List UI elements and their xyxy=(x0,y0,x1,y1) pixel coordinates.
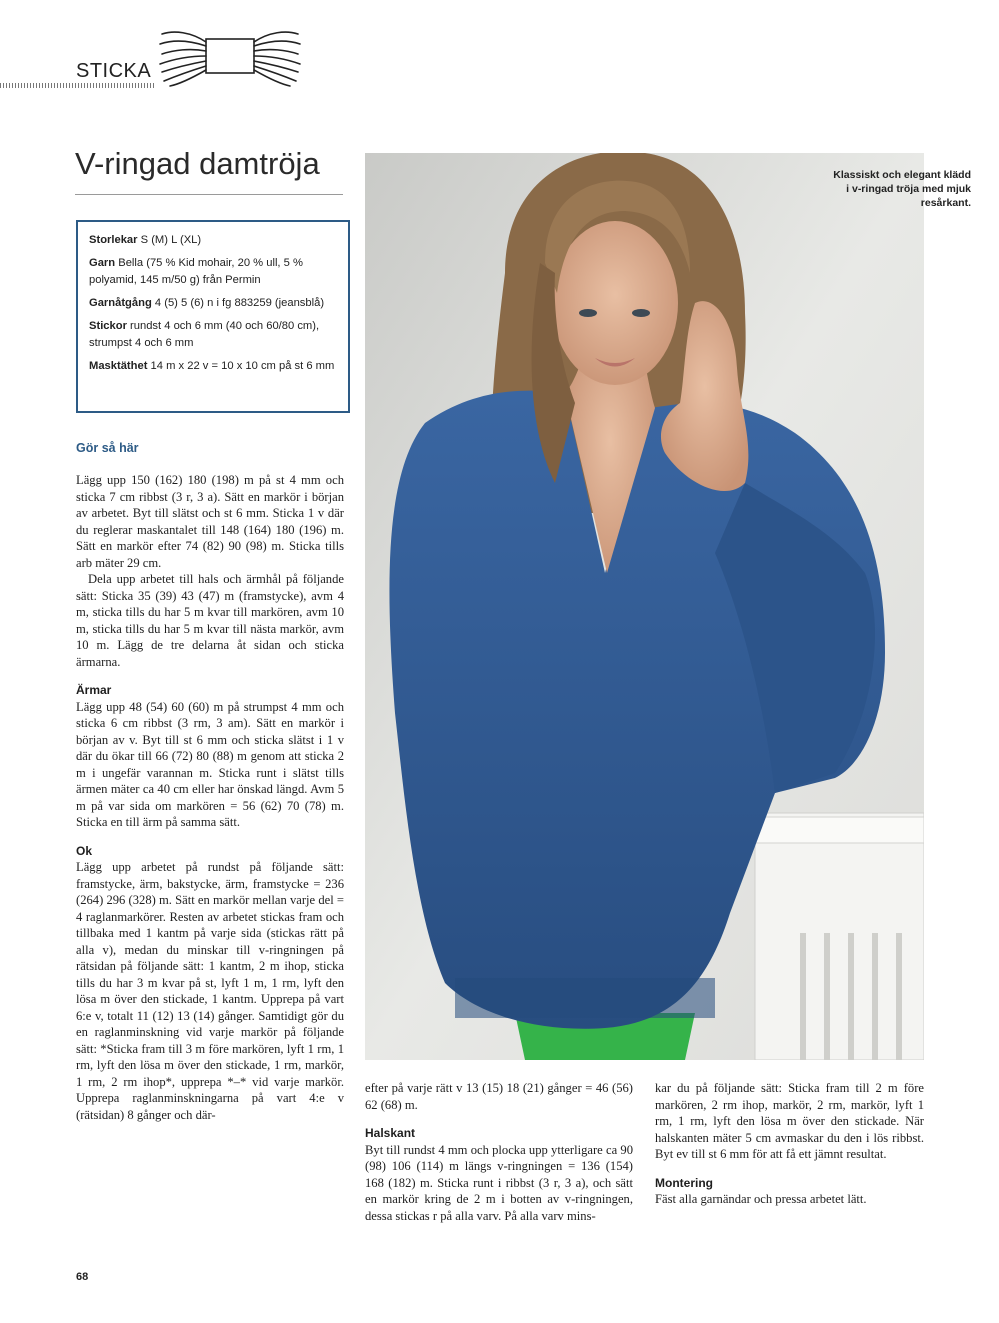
header-rule xyxy=(0,83,154,88)
page-title: V-ringad damtröja xyxy=(75,146,320,181)
spec-amount-value: 4 (5) 5 (6) n i fg 883259 (jeansblå) xyxy=(151,297,325,309)
spec-yarn-value: Bella (75 % Kid mohair, 20 % ull, 5 % polyamid, 145 m/50 g) från Permin xyxy=(89,257,303,286)
neck-heading: Halskant xyxy=(365,1126,416,1140)
title-rule xyxy=(75,194,343,195)
model-photo xyxy=(365,153,924,1060)
spec-size-value: S (M) L (XL) xyxy=(137,234,202,246)
yoke-paragraph: Lägg upp arbetet på rundst på följande sätt: framstycke, ärm, bakstycke, ärm, framstycke = 236 (264) 296 (328) m. Sätt en markör mellan varje del = 4 raglanmarkörer. Resten av arbetet stickas fram och tillbaka med 1 kantm på varje sida (stickas rätt på alla v), medan du minskar till v-ringningen på rätsidan på följande sätt: 1 kantm, 2 m ihop, sticka tills du har 3 m kvar på st, lyft 1 m, 1 rm, lyft den lösa m över den stickade, 1 kantm. Upprepa på vart 6:e v, totalt 11 (12) 13 (14) gånger. Samtidigt gör du en raglanminskning vid varje markör på följande sätt: *Sticka fram till 3 m före markören, lyft 1 rm, 1 rm, lyft den lösa m över den stickade, 1 rm, markör, 1 rm, 2 rm ihop*, upprepa *–* vid varje markör. Upprepa raglanminskningarna på vart 4:e v (rätsidan) 8 gånger och där- xyxy=(76,860,344,1122)
sleeves-paragraph: Lägg upp 48 (54) 60 (60) m på strumpst 4 mm och sticka 6 cm ribbst (3 rm, 3 am). Sätt en markör i början av v. Byt till st 6 mm och sticka slätst i 1 v där du ökar till 66 (72) 80 (88) m genom att sticka 2 m i ungefär varannan m. Sticka runt i slätst tills ärmen mäter ca 40 cm eller har önskad längd. Avm 5 m på var sida om markören = 56 (62) 70 (78) m. Sticka en till ärm på samma sätt. xyxy=(76,699,344,829)
finishing-heading: Montering xyxy=(655,1175,713,1190)
split-paragraph: Dela upp arbetet till hals och ärmhål på följande sätt: Sticka 35 (39) 43 (47) m (framstycke), avm 4 m, sticka tills du har 5 m kvar till markören, avm 10 m, sticka tills du har 5 m kvar till nästa markör, avm 10 m. Lägg de tre delarna åt sidan och sticka ärmarna. xyxy=(76,572,344,669)
photo-caption: Klassiskt och elegant klädd i v-ringad tröja med mjuk resårkant. xyxy=(833,169,971,209)
spec-size-label: Storlekar xyxy=(89,234,138,246)
text-column-3 xyxy=(655,1080,924,1208)
page-number: 68 xyxy=(76,1271,89,1283)
section-label: STICKA xyxy=(76,60,152,82)
spec-yarn xyxy=(89,255,337,289)
finishing-paragraph: Fäst alla garnändar och pressa arbetet lätt. xyxy=(655,1192,867,1206)
spec-gauge-value: 14 m x 22 v = 10 x 10 cm på st 6 mm xyxy=(147,360,335,372)
spec-needles-value: rundst 4 och 6 mm (40 och 60/80 cm), strumpst 4 och 6 mm xyxy=(89,320,320,349)
text-column-2 xyxy=(365,1080,633,1224)
sleeves-heading: Ärmar xyxy=(76,683,112,697)
spec-size xyxy=(89,232,337,249)
spec-amount xyxy=(89,295,337,312)
spec-gauge xyxy=(89,358,337,375)
text-column-1 xyxy=(76,472,344,1123)
photo-illustration xyxy=(365,153,924,1060)
yarn-skein-icon xyxy=(156,26,306,88)
spec-yarn-label: Garn xyxy=(89,257,116,269)
spec-needles-label: Stickor xyxy=(89,320,127,332)
neck-paragraph-cont: kar du på följande sätt: Sticka fram till 2 m före markören, 2 rm ihop, markör, 2 rm, markör, lyft 1 rm, 1 rm, lyft den lösa m över den stickade. När halskanten mäter 5 cm avmaskar du den i lös ribbst. Byt ev till st 6 mm för att få ett jämnt resultat. xyxy=(655,1081,924,1161)
spec-box xyxy=(76,220,350,413)
spec-amount-label: Garnåtgång xyxy=(89,297,152,309)
spec-needles xyxy=(89,318,337,352)
spec-gauge-label: Masktäthet xyxy=(89,360,148,372)
neck-paragraph: Byt till rundst 4 mm och plocka upp ytterligare ca 90 (98) 106 (114) m längs v-ringningen = 136 (154) 168 (182) m. Sticka runt i ribbst (3 r, 3 a), och sätt en markör kring de 2 m i botten av v-ringningen, dessa stickas r på alla varv. På alla varv mins- xyxy=(365,1142,633,1223)
intro-paragraph: Lägg upp 150 (162) 180 (198) m på st 4 mm och sticka 7 cm ribbst (3 r, 3 a). Sätt en markör i början av arbetet. Byt till slätst och st 6 mm. Sticka 1 v där du reglerar maskantalet till 148 (164) 180 (196) m. Sätt en markör efter 74 (82) 90 (98) m. Sticka tills arb mäter 29 cm. xyxy=(76,473,344,570)
yoke-heading: Ok xyxy=(76,843,93,858)
yoke-paragraph-cont: efter på varje rätt v 13 (15) 18 (21) gånger = 46 (56) 62 (68) m. xyxy=(365,1081,633,1112)
instructions-heading: Gör så här xyxy=(76,441,139,455)
